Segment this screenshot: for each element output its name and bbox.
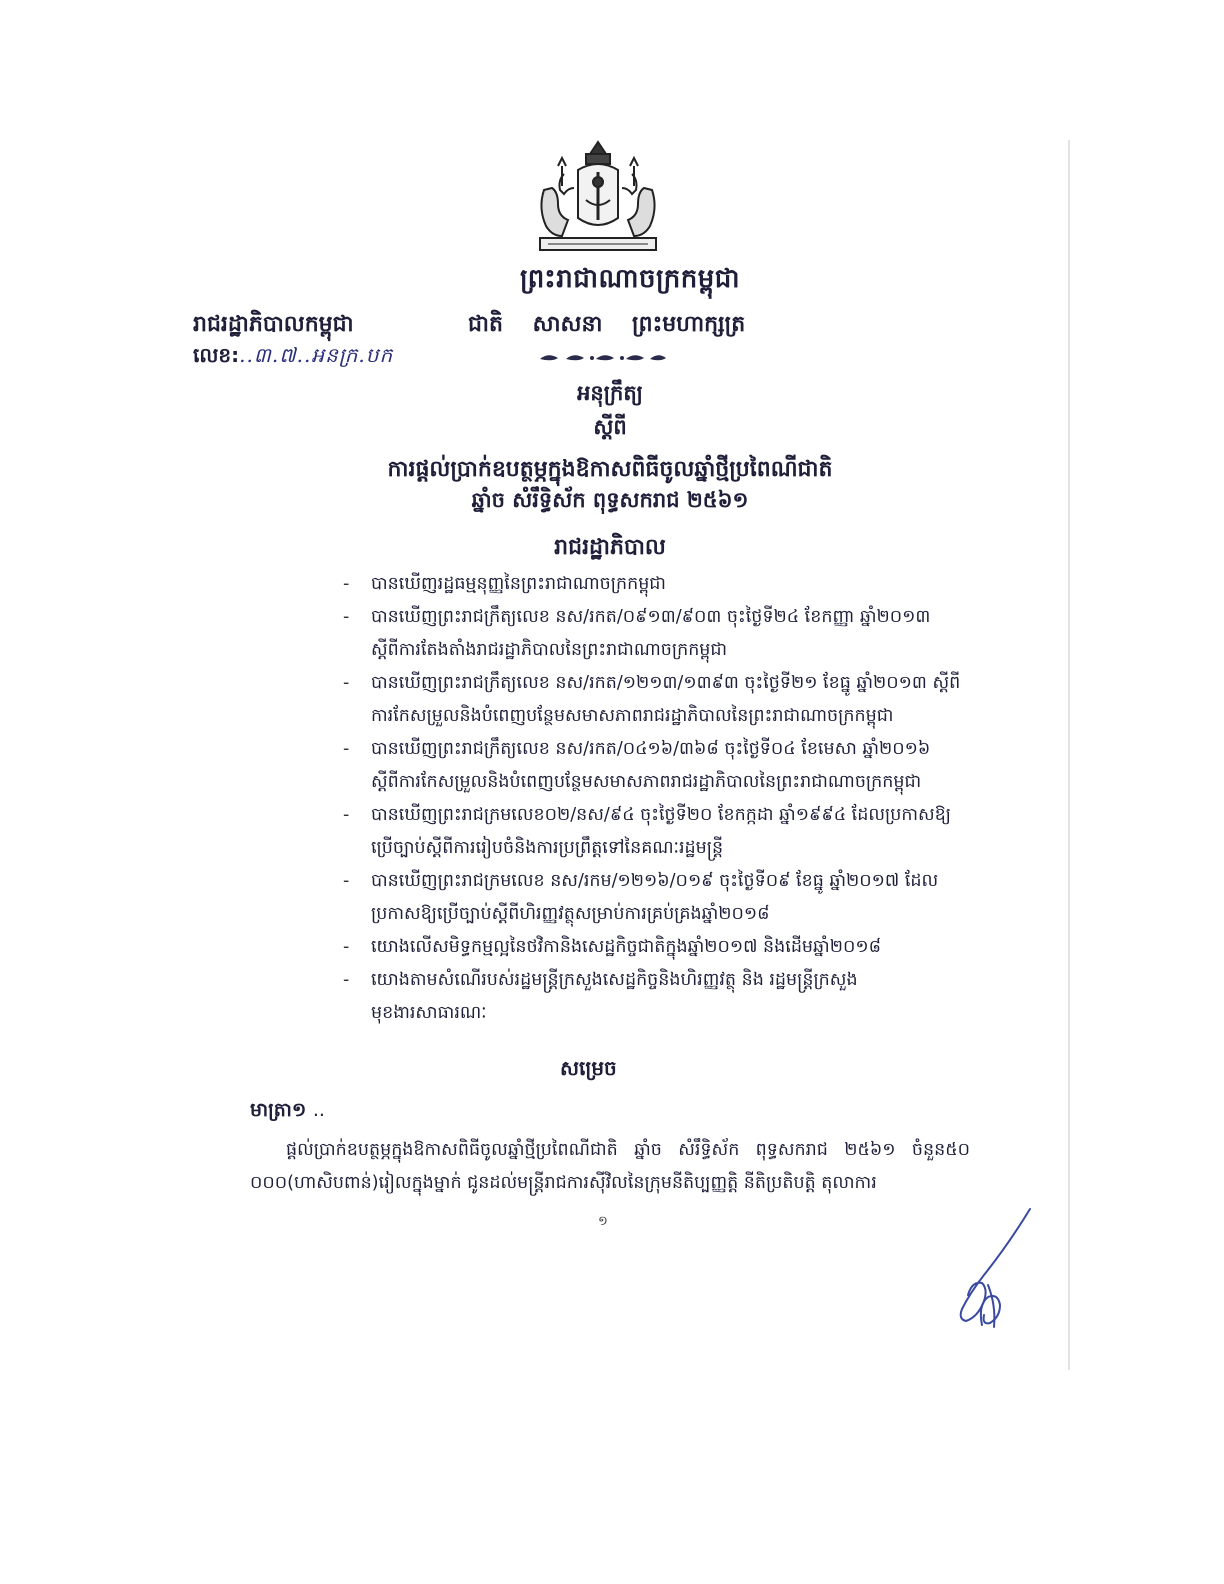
reference-value: ..៣.៧..អនក្រ.បក	[239, 343, 394, 367]
clause-item: - បានឃើញព្រះរាជក្រមលេខ នស/រកម/១២១៦/០១៩ ចុះថ្ងៃទី០៩ ខែធ្នូ ឆ្នាំ២០១៧ ដែលប្រកាសឱ្យប្រើច្បាប់ស្ដីពីហិរញ្ញវត្ថុសម្រាប់ការគ្រប់គ្រងឆ្នាំ២០១៨	[343, 865, 963, 931]
clause-item: - បានឃើញព្រះរាជក្រឹត្យលេខ នស/រកត/០៤១៦/៣៦៨ ចុះថ្ងៃទី០៤ ខែមេសា ឆ្នាំ២០១៦ ស្ដីពីការកែសម្រួលនិងបំពេញបន្ថែមសមាសភាពរាជរដ្ឋាភិបាលនៃព្រះរាជាណាចក្រកម្ពុជា	[343, 733, 963, 799]
decree-about: ស្ដីពី	[593, 415, 627, 439]
decree-subject-line-2: ឆ្នាំច សំរឹទ្ធិស័ក ពុទ្ធសករាជ ២៥៦១	[471, 488, 749, 512]
article-text: ផ្ដល់ប្រាក់ឧបត្ថម្ភក្នុងឱកាសពិធីចូលឆ្នាំថ្មីប្រពៃណីជាតិ ឆ្នាំច សំរឹទ្ធិស័ក ពុទ្ធសករាជ ២៥៦១ ចំនួន៥០ ០០០(ហាសិបពាន់)រៀលក្នុងម្នាក់ ជូនដល់មន្ត្រីរាជការស៊ីវិលនៃក្រុមនីតិប្បញ្ញត្តិ នីតិប្រតិបត្តិ តុលាការ	[250, 1140, 970, 1193]
government-name: រាជរដ្ឋាភិបាលកម្ពុជា	[193, 312, 354, 337]
article-label: មាត្រា១	[250, 1099, 307, 1121]
royal-coat-of-arms-icon	[528, 140, 668, 255]
decree-subject-line-1: ការផ្ដល់ប្រាក់ឧបត្ថម្ភក្នុងឱកាសពិធីចូលឆ្នាំថ្មីប្រពៃណីជាតិ	[387, 457, 833, 482]
article-suffix: ..	[312, 1099, 325, 1121]
reference-number	[193, 342, 393, 372]
national-motto: ជាតិ សាសនា ព្រះមហាក្សត្រ	[468, 312, 746, 337]
handwritten-signature-icon	[948, 1205, 1038, 1335]
clause-item: - យោងតាមសំណើរបស់រដ្ឋមន្ត្រីក្រសួងសេដ្ឋកិច្ចនិងហិរញ្ញវត្ថុ និង រដ្ឋមន្ត្រីក្រសួងមុខងារសាធារណៈ	[343, 964, 963, 1030]
clause-item: - យោងលើសមិទ្ធកម្មល្អនៃថវិកានិងសេដ្ឋកិច្ចជាតិក្នុងឆ្នាំ២០១៧ និងដើមឆ្នាំ២០១៨	[343, 931, 963, 964]
page-number: ១	[598, 1214, 608, 1229]
decision-heading: សម្រេច	[560, 1056, 617, 1080]
reference-label: លេខ:	[193, 343, 240, 367]
clause-item: - បានឃើញរដ្ឋធម្មនុញ្ញនៃព្រះរាជាណាចក្រកម្ពុជា	[343, 568, 963, 601]
scan-edge-line	[1068, 140, 1070, 1370]
kingdom-name: ព្រះរាជាណាចក្រកម្ពុជា	[520, 264, 740, 294]
clause-item: - បានឃើញព្រះរាជក្រឹត្យលេខ នស/រកត/១២១៣/១៣៩៣ ចុះថ្ងៃទី២១ ខែធ្នូ ឆ្នាំ២០១៣ ស្ដីពីការកែសម្រួលនិងបំពេញបន្ថែមសមាសភាពរាជរដ្ឋាភិបាលនៃព្រះរាជាណាចក្រកម្ពុជា	[343, 667, 963, 733]
decorative-divider-icon	[538, 350, 668, 364]
article-heading	[250, 1098, 325, 1126]
clause-item: - បានឃើញព្រះរាជក្រមលេខ០២/នស/៩៤ ចុះថ្ងៃទី២០ ខែកក្កដា ឆ្នាំ១៩៩៤ ដែលប្រកាសឱ្យប្រើច្បាប់ស្ដីពីការរៀបចំនិងការប្រព្រឹត្តទៅនៃគណៈរដ្ឋមន្ត្រី	[343, 799, 963, 865]
clause-item: - បានឃើញព្រះរាជក្រឹត្យលេខ នស/រកត/០៩១៣/៩០៣ ចុះថ្ងៃទី២៤ ខែកញ្ញា ឆ្នាំ២០១៣ ស្ដីពីការតែងតាំងរាជរដ្ឋាភិបាលនៃព្រះរាជាណាចក្រកម្ពុជា	[343, 601, 963, 667]
decree-issuer: រាជរដ្ឋាភិបាល	[554, 535, 666, 560]
preamble-clauses	[343, 568, 963, 1030]
decree-type: អនុក្រឹត្យ	[577, 381, 643, 405]
